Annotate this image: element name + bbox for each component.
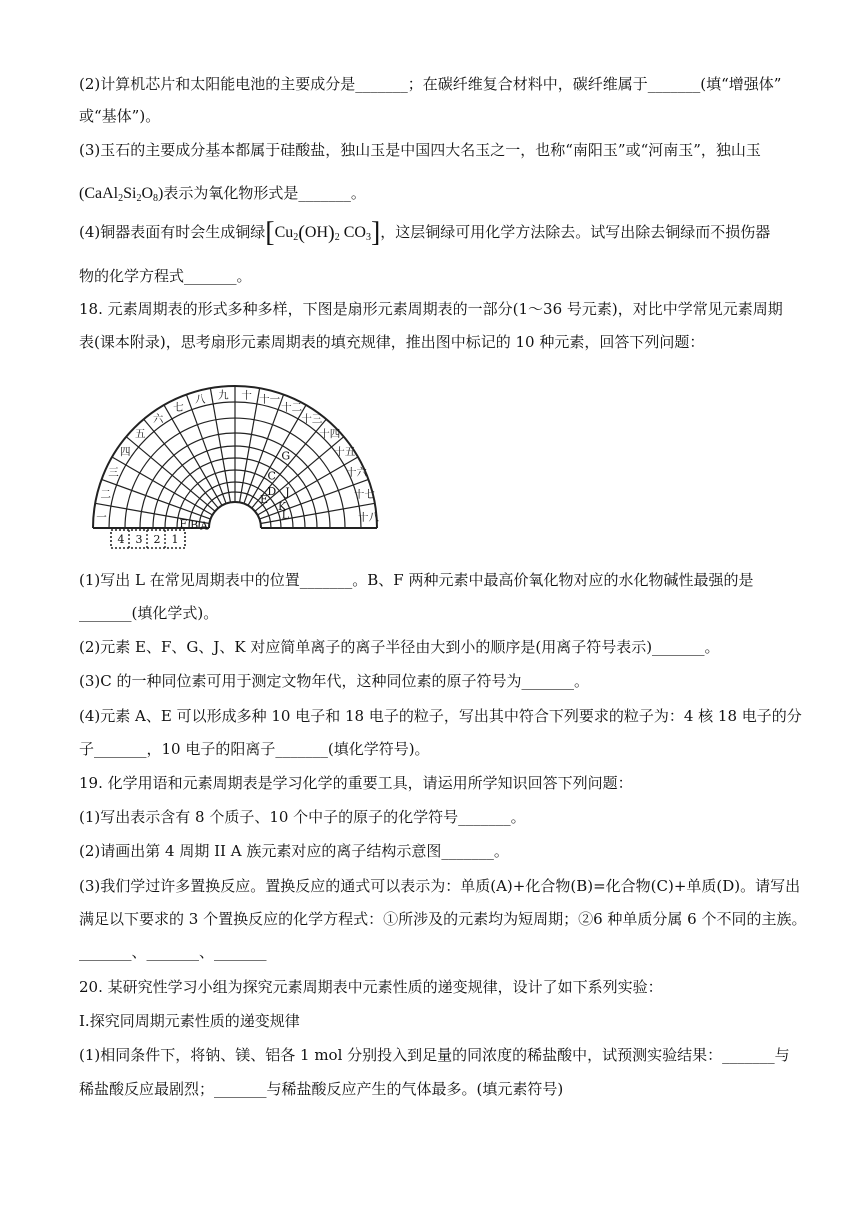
- group-label: 十七: [353, 488, 375, 501]
- q18-stem-line2: 表(课本附录)，思考扇形元素周期表的填充规律，推出图中标记的 10 种元素，回答下列问题：: [79, 333, 705, 351]
- q17-part2-line2: 或“基体”)。: [79, 107, 161, 125]
- group-label: 八: [195, 393, 206, 406]
- group-label: 十六: [345, 466, 367, 479]
- q17-part3-line2: [79, 183, 800, 209]
- base-cell-label: 2: [153, 533, 161, 546]
- element-label: E: [259, 493, 269, 507]
- group-label: 十: [241, 389, 252, 402]
- q19-part3-line1: (3)我们学过许多置换反应。置换反应的通式可以表示为：单质(A)+化合物(B)=化合物(C)+单质(D)。请写出: [79, 877, 801, 895]
- element-label: K: [278, 500, 287, 514]
- fan-radial-line: [186, 395, 226, 504]
- q17-part3-line1: (3)玉石的主要成分基本都属于硅酸盐，独山玉是中国四大名玉之一，也称“南阳玉”或“河南玉”，独山玉: [79, 141, 761, 159]
- element-label: G: [281, 449, 291, 463]
- group-label: 十四: [319, 428, 341, 441]
- q18-part3: (3)C 的一种同位素可用于测定文物年代，这种同位素的原子符号为_______。: [79, 672, 589, 690]
- group-label: 二: [100, 488, 111, 501]
- element-label: L: [281, 508, 289, 522]
- group-label: 十二: [281, 401, 303, 414]
- element-label: D: [267, 485, 277, 499]
- q17-part2-line1: (2)计算机芯片和太阳能电池的主要成分是_______；在碳纤维复合材料中，碳纤维属于_______(填“增强体”: [79, 75, 782, 93]
- jade-formula: $(CaAl_2Si_2O_8)$: [79, 185, 164, 204]
- base-cell-label: 3: [135, 533, 143, 546]
- q18-part4-line2: 子_______，10 电子的阳离子_______(填化学符号)。: [79, 740, 430, 758]
- group-label: 六: [152, 413, 164, 426]
- base-cell-label: 1: [171, 533, 179, 546]
- q20-stem: 20. 某研究性学习小组为探究元素周期表中元素性质的递变规律，设计了如下系列实验：: [79, 978, 663, 996]
- group-label: 十一: [259, 393, 281, 406]
- fan-radial-line: [210, 388, 230, 502]
- group-label: 五: [134, 428, 146, 441]
- q19-stem: 19. 化学用语和元素周期表是学习化学的重要工具，请运用所学知识回答下列问题：: [79, 774, 633, 792]
- q17-part3-text: 表示为氧化物形式是_______。: [163, 184, 366, 202]
- group-label: 十三: [301, 413, 323, 426]
- fan-radial-line: [240, 388, 260, 502]
- q19-part3-line3: _______、_______、_______: [79, 943, 267, 961]
- q18-part4-line1: (4)元素 A、E 可以形成多种 10 电子和 18 电子的粒子，写出其中符合下列要求的粒子为：4 核 18 电子的分: [79, 707, 802, 725]
- element-label: F: [179, 517, 188, 531]
- q18-stem-line1: 18. 元素周期表的形式多种多样，下图是扇形元素周期表的一部分(1～36 号元素)，对比中学常见元素周期: [79, 300, 783, 318]
- group-label: 七: [173, 401, 184, 414]
- element-label: J: [285, 485, 290, 499]
- q20-part1-line1: (1)相同条件下，将钠、镁、铝各 1 mol 分别投入到足量的同浓度的稀盐酸中，试预测实验结果：_______与: [79, 1046, 790, 1064]
- q17-part4-line2: 物的化学方程式_______。: [79, 267, 252, 285]
- q19-part2: (2)请画出第 4 周期 II A 族元素对应的离子结构示意图_______。: [79, 842, 509, 860]
- group-label: 四: [119, 446, 131, 459]
- q17-part4-line1: [79, 217, 800, 248]
- group-label: 三: [108, 466, 119, 479]
- q19-part1: (1)写出表示含有 8 个质子、10 个中子的原子的化学符号_______。: [79, 808, 526, 826]
- fan-radial-line: [102, 479, 211, 519]
- q20-section1-title: I.探究同周期元素性质的递变规律: [79, 1012, 300, 1030]
- q20-part1-line2: 稀盐酸反应最剧烈；_______与稀盐酸反应产生的气体最多。(填元素符号): [79, 1080, 564, 1098]
- fan-periodic-table: [79, 366, 409, 562]
- malachite-formula: [$Cu_2(OH)_2$ $CO_3$]: [265, 217, 381, 248]
- element-label: B: [190, 518, 199, 532]
- group-label: 十八: [357, 511, 379, 524]
- q17-part4-text-b: ，这层铜绿可用化学方法除去。试写出除去铜绿而不损伤器: [380, 223, 771, 241]
- group-label: 九: [218, 389, 229, 402]
- element-label: A: [200, 519, 209, 533]
- q19-part3-line2: 满足以下要求的 3 个置换反应的化学方程式：①所涉及的元素均为短周期；②6 种单质分属 6 个不同的主族。: [79, 910, 807, 928]
- fan-radial-line: [244, 395, 284, 507]
- group-label: 一: [96, 511, 107, 524]
- fan-table-svg: [79, 366, 409, 562]
- group-label: 十五: [334, 446, 356, 459]
- base-cell-label: 4: [117, 533, 125, 546]
- q18-part2: (2)元素 E、F、G、J、K 对应简单离子的离子半径由大到小的顺序是(用离子符号表示)_______。: [79, 638, 720, 656]
- q17-part4-text-a: (4)铜器表面有时会生成铜绿: [79, 223, 266, 241]
- q18-part1-line1: (1)写出 L 在常见周期表中的位置_______。B、F 两种元素中最高价氧化物对应的水化物碱性最强的是: [79, 571, 754, 589]
- q18-part1-line2: _______(填化学式)。: [79, 604, 219, 622]
- element-label: C: [267, 469, 276, 483]
